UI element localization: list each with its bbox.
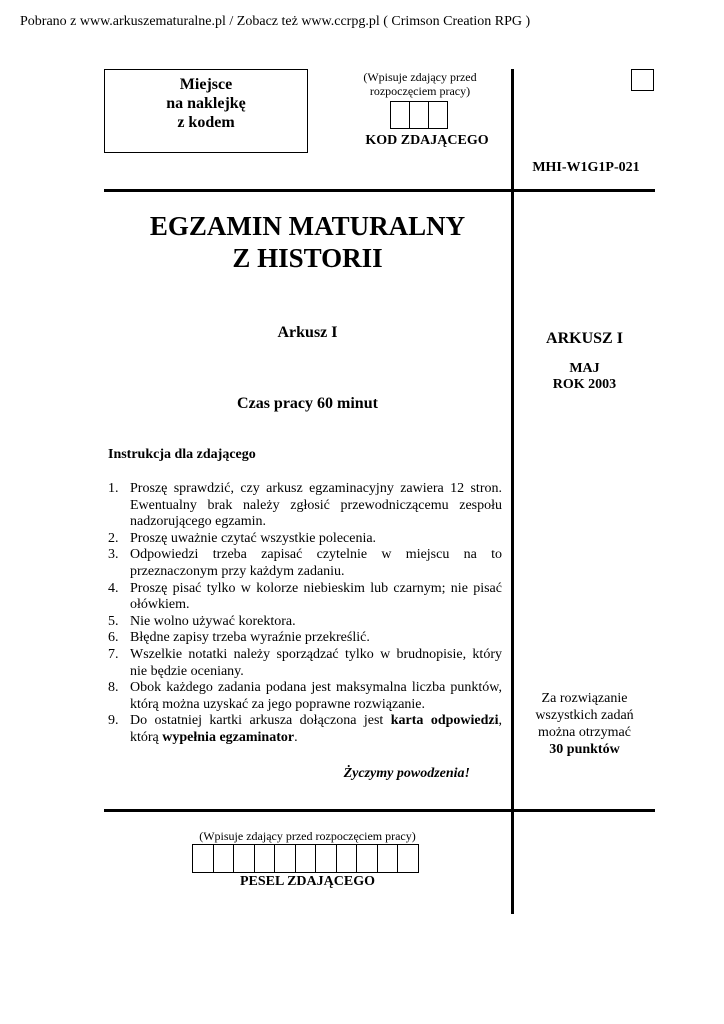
- instruction-text: .: [294, 729, 298, 745]
- pesel-digit-box[interactable]: [192, 844, 214, 873]
- instruction-item: [108, 614, 502, 631]
- kod-input-boxes[interactable]: [391, 101, 448, 129]
- instruction-text: Wszelkie notatki należy sporządzać tylko w brudnopisie, który nie będzie oceniany.: [130, 646, 502, 679]
- sticker-line: na naklejkę: [166, 95, 246, 112]
- instruction-text: Błędne zapisy trzeba wyraźnie przekreślić.: [130, 630, 370, 646]
- bottom-divider: [104, 809, 655, 812]
- instruction-number: 8.: [108, 680, 119, 696]
- instruction-item: [108, 581, 502, 614]
- instruction-number: 9.: [108, 713, 119, 729]
- pesel-digit-box[interactable]: [254, 844, 276, 873]
- instruction-number: 5.: [108, 613, 119, 629]
- page-title: [104, 210, 511, 274]
- source-header: Pobrano z www.arkuszematuralne.pl / Zobacz też www.ccrpg.pl ( Crimson Creation RPG ): [20, 14, 531, 29]
- kod-digit-box[interactable]: [390, 101, 410, 129]
- instruction-item: [108, 713, 502, 746]
- sticker-placeholder: [104, 69, 308, 153]
- pesel-digit-box[interactable]: [213, 844, 235, 873]
- instruction-item: [108, 680, 502, 713]
- pesel-digit-box[interactable]: [274, 844, 296, 873]
- pesel-digit-box[interactable]: [336, 844, 358, 873]
- instruction-number: 7.: [108, 646, 119, 662]
- instruction-text: Proszę uważnie czytać wszystkie polecenia.: [130, 530, 377, 546]
- kod-note-line: rozpoczęciem pracy): [369, 84, 471, 98]
- points-info: [514, 690, 655, 758]
- time-label: Czas pracy 60 minut: [237, 395, 378, 412]
- kod-note-line: (Wpisuje zdający przed: [363, 70, 477, 84]
- instruction-item: [108, 531, 502, 548]
- top-divider: [104, 189, 655, 192]
- pesel-digit-box[interactable]: [233, 844, 255, 873]
- instruction-number: 3.: [108, 547, 119, 563]
- exam-date: [514, 361, 655, 393]
- exam-year: ROK 2003: [552, 377, 617, 392]
- instruction-number: 6.: [108, 630, 119, 646]
- sheet-label-right: ARKUSZ I: [546, 330, 623, 347]
- instructions-list: [108, 481, 502, 747]
- pesel-digit-box[interactable]: [295, 844, 317, 873]
- vertical-divider: [511, 69, 514, 914]
- exam-month: MAJ: [569, 361, 600, 376]
- pesel-input-boxes[interactable]: [193, 844, 419, 873]
- instructions-heading: Instrukcja dla zdającego: [108, 447, 256, 462]
- exam-code: MHI-W1G1P-021: [532, 160, 640, 175]
- points-line: wszystkich zadań: [535, 708, 634, 723]
- sheet-label: Arkusz I: [277, 324, 338, 341]
- kod-label: KOD ZDAJĄCEGO: [365, 133, 489, 148]
- kod-note: [346, 70, 494, 98]
- pesel-digit-box[interactable]: [377, 844, 399, 873]
- instruction-text: Proszę pisać tylko w kolorze niebieskim lub czarnym; nie pisać ołówkiem.: [130, 580, 502, 613]
- instruction-text: Obok każdego zadania podana jest maksymalna liczba punktów, którą można uzyskać za jego poprawne rozwiązanie.: [130, 680, 502, 712]
- pesel-note: (Wpisuje zdający przed rozpoczęciem pracy): [199, 829, 416, 843]
- instruction-item: [108, 547, 502, 580]
- instruction-item: [108, 630, 502, 647]
- instruction-number: 2.: [108, 530, 119, 546]
- corner-checkbox[interactable]: [631, 69, 654, 91]
- instruction-text: Odpowiedzi trzeba zapisać czytelnie w miejscu na to przeznaczonym przy każdym zadaniu.: [130, 547, 502, 579]
- sticker-line: z kodem: [177, 114, 235, 131]
- instruction-bold: karta odpowiedzi: [390, 713, 499, 729]
- instruction-bold: wypełnia egzaminator: [162, 729, 295, 745]
- points-line: można otrzymać: [538, 725, 631, 740]
- pesel-digit-box[interactable]: [315, 844, 337, 873]
- title-line: EGZAMIN MATURALNY: [149, 211, 466, 241]
- points-total: 30 punktów: [549, 742, 620, 757]
- instruction-number: 4.: [108, 580, 119, 596]
- instruction-text: Proszę sprawdzić, czy arkusz egzaminacyjny zawiera 12 stron. Ewentualny brak należy zgłosić przewodniczącemu zespołu nadzorującego egzamin.: [130, 481, 502, 530]
- instruction-number: 1.: [108, 481, 119, 496]
- good-luck-wish: Życzymy powodzenia!: [343, 766, 470, 781]
- instruction-text: , którą: [130, 713, 503, 745]
- instruction-text: Nie wolno używać korektora.: [130, 613, 296, 629]
- pesel-digit-box[interactable]: [397, 844, 419, 873]
- instruction-item: [108, 647, 502, 680]
- instruction-text: Do ostatniej kartki arkusza dołączona jest: [130, 713, 391, 729]
- title-line: Z HISTORII: [232, 243, 383, 273]
- points-line: Za rozwiązanie: [541, 691, 628, 706]
- pesel-label: PESEL ZDAJĄCEGO: [240, 874, 375, 889]
- kod-digit-box[interactable]: [409, 101, 429, 129]
- kod-digit-box[interactable]: [428, 101, 448, 129]
- instruction-item: [108, 481, 502, 531]
- pesel-digit-box[interactable]: [356, 844, 378, 873]
- sticker-line: Miejsce: [179, 76, 233, 93]
